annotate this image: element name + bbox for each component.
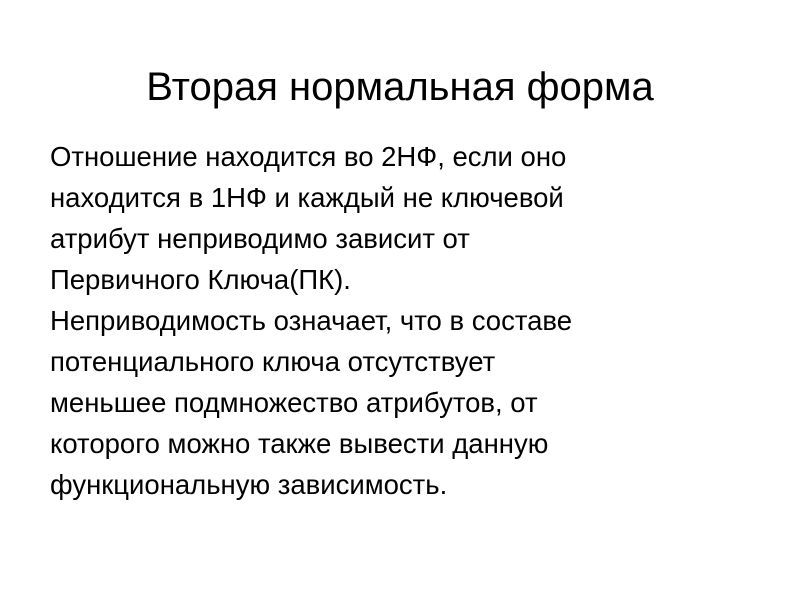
body-line: находится в 1НФ и каждый не ключевой — [50, 182, 564, 213]
body-line: Отношение находится во 2НФ, если оно — [50, 141, 567, 172]
body-line: Неприводимость означает, что в составе — [50, 305, 572, 336]
body-line: функциональную зависимость. — [50, 469, 448, 500]
body-line: Первичного Ключа(ПК). — [50, 264, 351, 295]
body-line: меньшее подмножество атрибутов, от — [50, 387, 538, 418]
slide-body-text — [50, 136, 750, 505]
body-line: которого можно также вывести данную — [50, 428, 549, 459]
body-line: потенциального ключа отсутствует — [50, 346, 496, 377]
page-title: Вторая нормальная форма — [146, 64, 654, 109]
body-line: атрибут неприводимо зависит от — [50, 223, 470, 254]
